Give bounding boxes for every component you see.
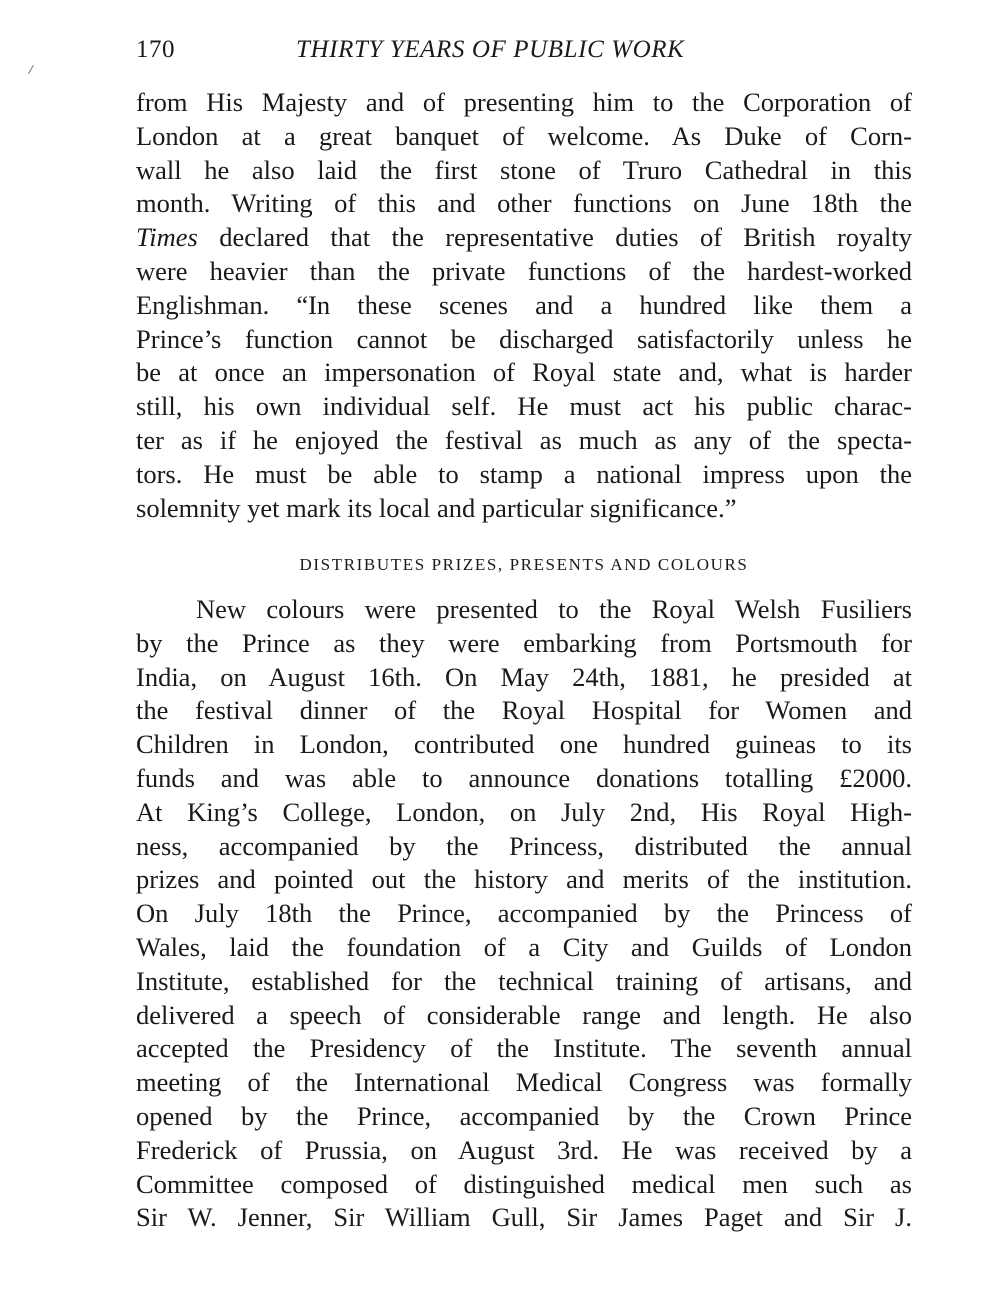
text-line: Committee composed of distinguished medical men such as [136, 1168, 912, 1199]
text-line: London at a great banquet of welcome. As Duke of Corn- [136, 120, 912, 151]
page-number: 170 [136, 36, 175, 63]
text-line: solemnity yet mark its local and particular significance.” [136, 492, 737, 523]
text-line: On July 18th the Prince, accompanied by the Princess of [136, 898, 912, 929]
page-header [136, 32, 912, 72]
text-line: meeting of the International Medical Congress was formally [136, 1067, 912, 1098]
text-line: Institute, established for the technical training of artisans, and [136, 965, 912, 996]
text-line-with-italic [136, 221, 912, 255]
text-line: month. Writing of this and other functions on June 18th the [136, 188, 912, 219]
text-line: ter as if he enjoyed the festival as much as any of the specta- [136, 424, 912, 455]
text-line: prizes and pointed out the history and merits of the institution. [136, 864, 912, 895]
text-line: opened by the Prince, accompanied by the Crown Prince [136, 1100, 912, 1131]
text-line: delivered a speech of considerable range and length. He also [136, 999, 912, 1030]
section-subheading: DISTRIBUTES PRIZES, PRESENTS AND COLOURS [299, 555, 749, 574]
text-line: New colours were presented to the Royal Welsh Fusiliers [196, 594, 912, 624]
text-line: were heavier than the private functions of the hardest-worked [136, 255, 912, 286]
text-line: be at once an impersonation of Royal state and, what is harder [136, 357, 912, 388]
text-line: tors. He must be able to stamp a national impress upon the [136, 458, 912, 489]
text-line-rest: declared that the representative duties of British royalty [219, 222, 912, 253]
text-line: Wales, laid the foundation of a City and Guilds of London [136, 931, 912, 962]
text-line: from His Majesty and of presenting him to the Corporation of [136, 87, 912, 117]
text-line: by the Prince as they were embarking from Portsmouth for [136, 627, 912, 658]
text-line: wall he also laid the first stone of Truro Cathedral in this [136, 154, 912, 185]
text-line: accepted the Presidency of the Institute. The seventh annual [136, 1033, 912, 1064]
text-line: funds and was able to announce donations totalling £2000. [136, 762, 912, 793]
text-line: At King’s College, London, on July 2nd, His Royal High- [136, 796, 912, 827]
text-line: Prince’s function cannot be discharged satisfactorily unless he [136, 323, 912, 354]
italic-title: Times [136, 222, 198, 253]
text-line: Children in London, contributed one hundred guineas to its [136, 729, 912, 760]
margin-mark [28, 65, 39, 77]
running-title: THIRTY YEARS OF PUBLIC WORK [296, 36, 685, 63]
paragraph-1 [136, 86, 912, 525]
paragraph-2 [136, 593, 912, 1235]
text-line: the festival dinner of the Royal Hospital for Women and [136, 695, 912, 726]
text-line: Frederick of Prussia, on August 3rd. He was received by a [136, 1134, 912, 1165]
text-line: Sir W. Jenner, Sir William Gull, Sir James Paget and Sir J. [136, 1202, 912, 1233]
text-line: still, his own individual self. He must act his public charac- [136, 391, 912, 422]
text-line: Englishman. “In these scenes and a hundred like them a [136, 289, 912, 320]
text-line: India, on August 16th. On May 24th, 1881, he presided at [136, 661, 912, 692]
text-line: ness, accompanied by the Princess, distributed the annual [136, 830, 912, 861]
